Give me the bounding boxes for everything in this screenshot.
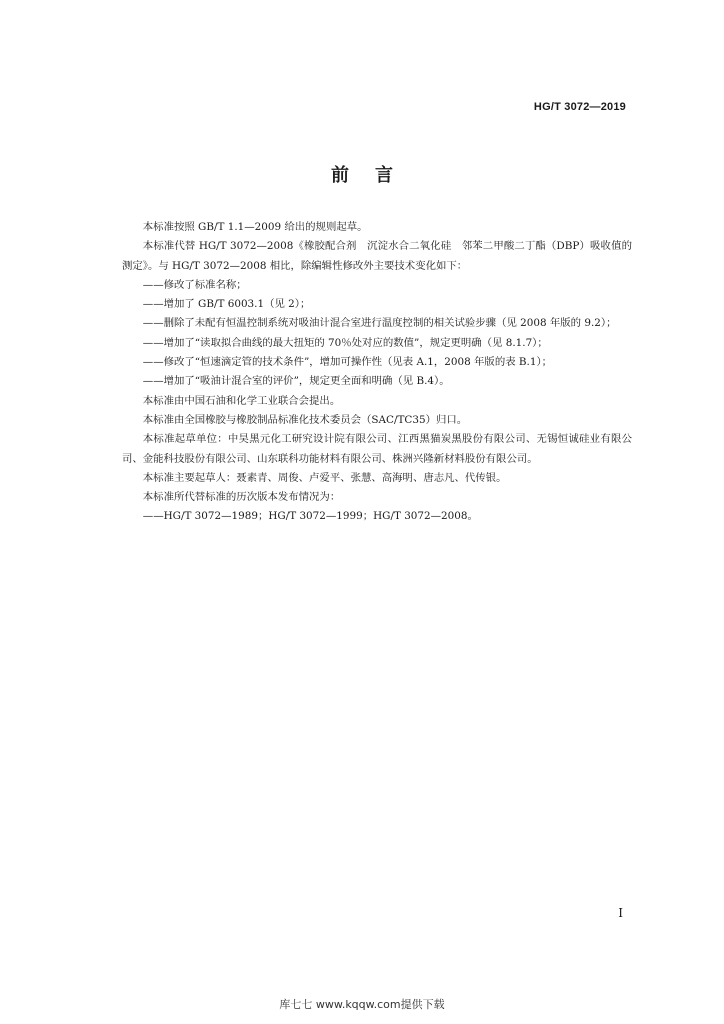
document-body <box>122 218 632 527</box>
download-watermark: 库七七 www.kqqw.com提供下载 <box>279 998 445 1011</box>
page-title: 前言 <box>331 165 419 186</box>
list-item: ——增加了“读取拟合曲线的最大扭矩的 70％处对应的数值”，规定更明确（见 8.1.7）； <box>142 336 548 349</box>
paragraph-replaces-standard: 本标准代替 HG/T 3072—2008《橡胶配合剂 沉淀水合二氧化硅 邻苯二甲酸二丁酯（DBP）吸收值的测定》。与 HG/T 3072—2008 相比，除编辑性修改外主要技术变化如下： <box>122 240 632 272</box>
list-item: ——增加了“吸油计混合室的评价”，规定更全面和明确（见 B.4）。 <box>142 375 450 388</box>
paragraph-drafters: 本标准主要起草人：聂素青、周俊、卢爱平、张慧、高海明、唐志凡、代传银。 <box>142 471 507 484</box>
list-item: ——HG/T 3072—1989；HG/T 3072—1999；HG/T 3072—2008。 <box>142 510 478 523</box>
paragraph-proposed-by: 本标准由中国石油和化学工业联合会提出。 <box>142 394 341 407</box>
paragraph-drafting-rules: 本标准按照 GB/T 1.1—2009 给出的规则起草。 <box>142 221 368 233</box>
list-item: ——增加了 GB/T 6003.1（见 2）； <box>142 298 311 311</box>
paragraph-administered-by: 本标准由全国橡胶与橡胶制品标准化技术委员会（SAC/TC35）归口。 <box>142 413 468 426</box>
list-item: ——修改了标准名称； <box>142 278 247 291</box>
paragraph-drafting-units: 本标准起草单位：中昊黑元化工研究设计院有限公司、江西黑猫炭黑股份有限公司、无锡恒诚硅业有限公司、金能科技股份有限公司、山东联科功能材料有限公司、株洲兴隆新材料股份有限公司。 <box>122 433 632 465</box>
list-item: ——删除了未配有恒温控制系统对吸油计混合室进行温度控制的相关试验步骤（见 2008 年版的 9.2）； <box>142 317 617 330</box>
list-item: ——修改了“恒速滴定管的技术条件”，增加可操作性（见表 A.1，2008 年版的表 B.1）； <box>142 356 553 369</box>
page-number: I <box>618 906 623 920</box>
paragraph-version-history: 本标准所代替标准的历次版本发布情况为： <box>142 491 341 504</box>
standard-code: HG/T 3072—2019 <box>533 101 626 113</box>
